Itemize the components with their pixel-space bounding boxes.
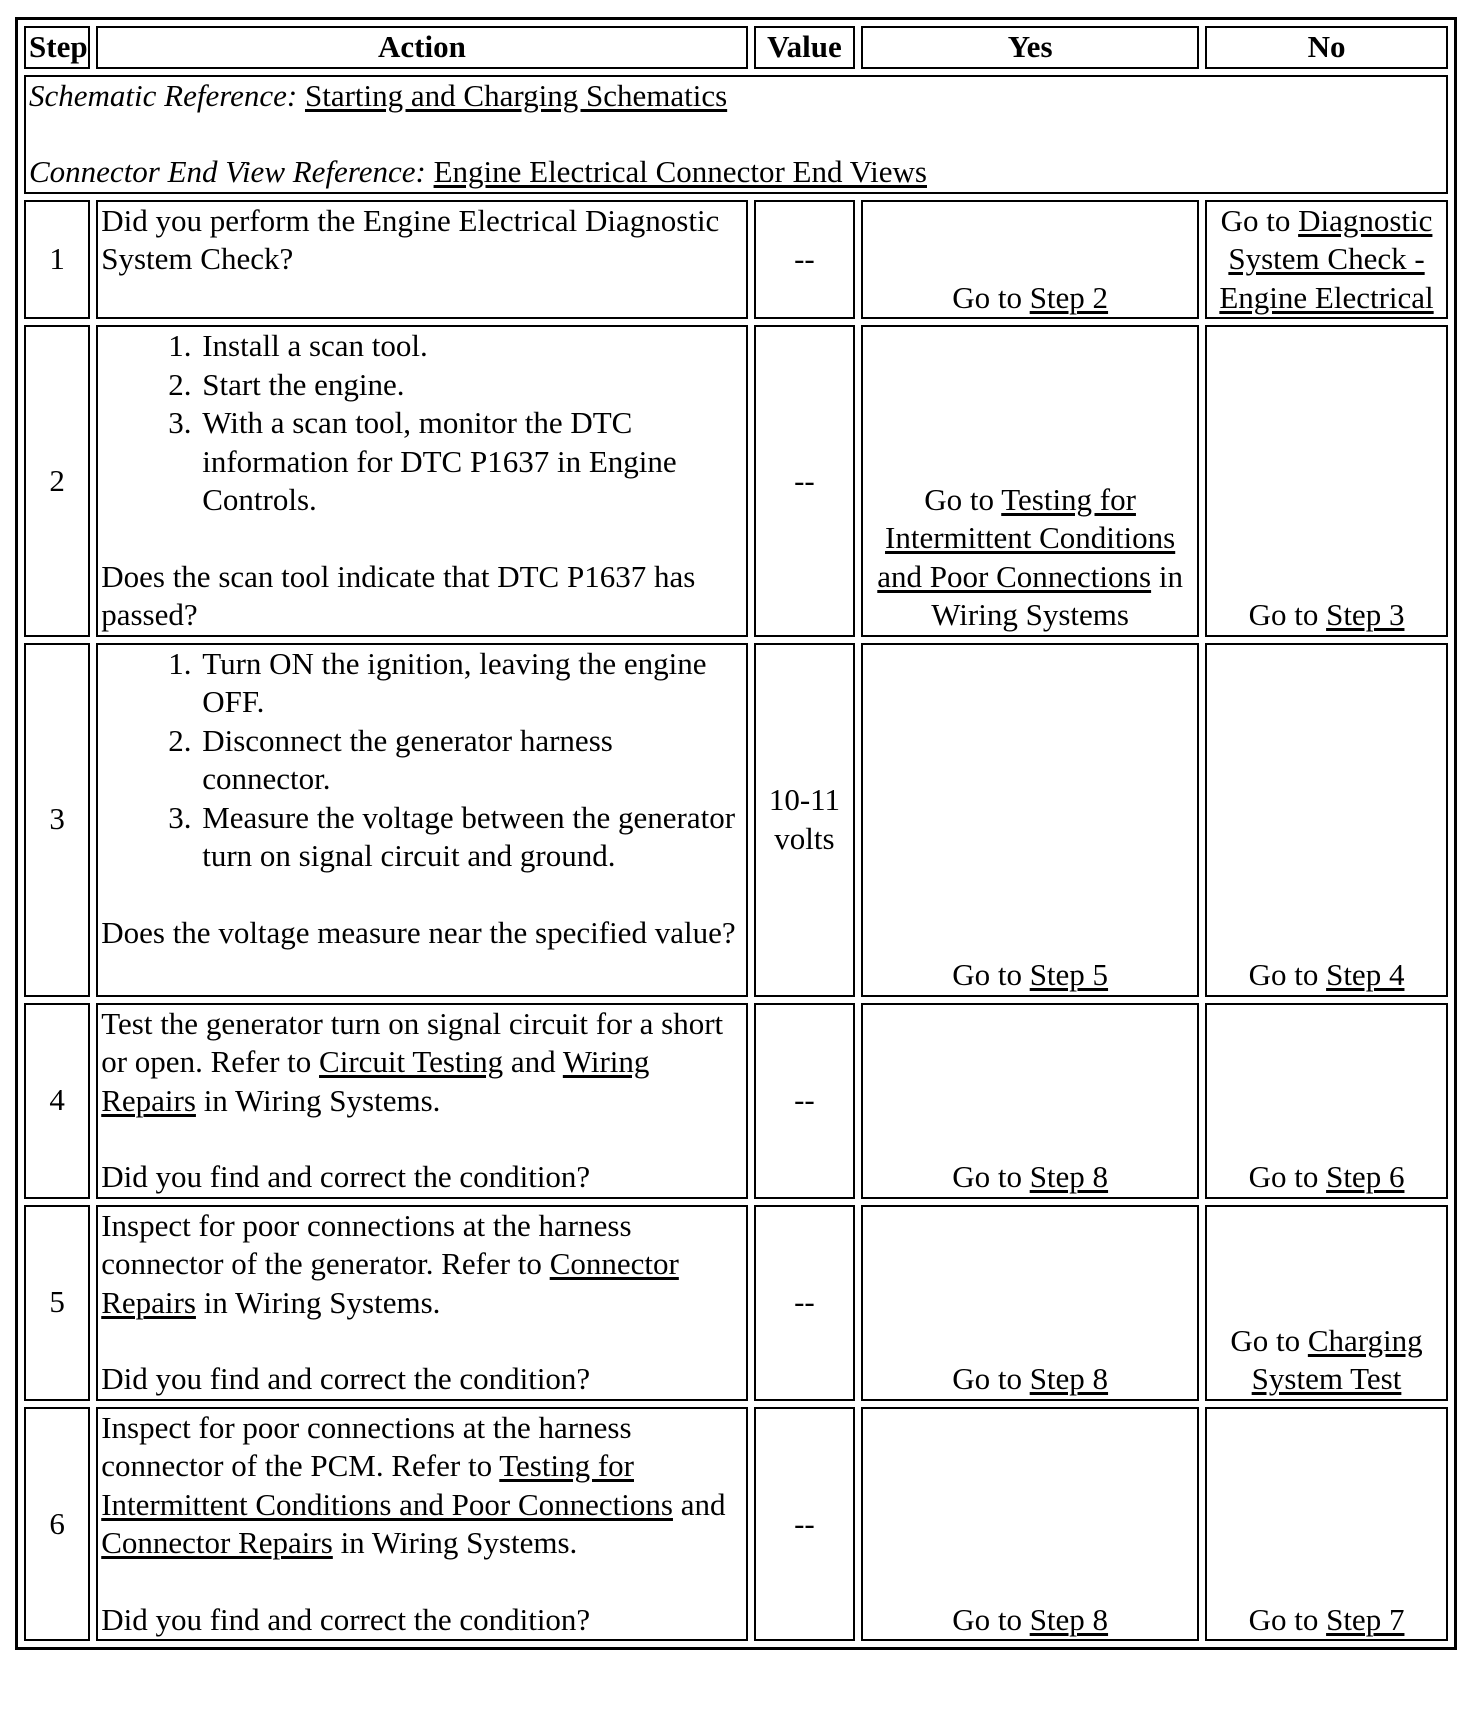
no-prefix: Go to: [1248, 1601, 1327, 1637]
value-cell: --: [754, 1205, 856, 1401]
connector-reference: [29, 153, 1443, 192]
yes-link[interactable]: Step 8: [1029, 1159, 1109, 1194]
yes-cell: [861, 200, 1199, 320]
yes-cell: [861, 643, 1199, 997]
action-link[interactable]: Connector Repairs: [101, 1246, 679, 1320]
action-question: Did you find and correct the condition?: [101, 1601, 591, 1637]
action-link[interactable]: Circuit Testing: [319, 1044, 504, 1079]
no-cell: [1205, 200, 1448, 320]
action-text-part: Inspect for poor connections at the harness connector of the generator. Refer to: [101, 1207, 632, 1281]
action-text: [101, 1005, 742, 1121]
table-row: [24, 1003, 1448, 1199]
step-number: 3: [24, 643, 90, 997]
action-cell: [96, 325, 747, 637]
table-row: [24, 325, 1448, 637]
yes-link[interactable]: Step 2: [1029, 279, 1109, 315]
no-link[interactable]: Step 6: [1326, 1159, 1405, 1194]
header-row: [24, 26, 1448, 69]
action-text-part: Inspect for poor connections at the harness connector of the PCM. Refer to: [101, 1409, 632, 1483]
reference-cell: [24, 75, 1448, 194]
no-link[interactable]: Diagnostic System Check - Engine Electrical: [1219, 202, 1434, 315]
action-text-part: and: [672, 1486, 726, 1522]
schematic-reference-link[interactable]: Starting and Charging Schematics: [304, 77, 728, 113]
step-number: 6: [24, 1407, 90, 1642]
action-text: [101, 1409, 742, 1563]
connector-reference-link[interactable]: Engine Electrical Connector End Views: [433, 154, 927, 189]
yes-prefix: Go to: [952, 1159, 1030, 1194]
table-row: [24, 1407, 1448, 1642]
yes-cell: [861, 325, 1199, 637]
action-cell: [96, 1205, 747, 1401]
no-link[interactable]: Step 7: [1326, 1601, 1405, 1637]
header-yes: Yes: [861, 26, 1199, 69]
yes-link[interactable]: Testing for Intermittent Conditions and Poor Connections: [877, 481, 1176, 594]
no-prefix: Go to: [1248, 597, 1327, 632]
step-number: 4: [24, 1003, 90, 1199]
no-cell: [1205, 643, 1448, 997]
action-text-part: in Wiring Systems.: [195, 1284, 441, 1320]
no-link[interactable]: Step 4: [1326, 957, 1405, 992]
list-item: 3. Measure the voltage between the generator turn on signal circuit and ground.: [199, 799, 742, 876]
diagnostic-table: [15, 17, 1457, 1650]
list-item: 2. Disconnect the generator harness connector.: [199, 722, 742, 799]
yes-prefix: Go to: [924, 481, 1002, 517]
yes-link[interactable]: Step 8: [1029, 1361, 1109, 1396]
header-step: Step: [24, 26, 90, 69]
action-link[interactable]: Testing for Intermittent Conditions and Poor Connections: [101, 1448, 673, 1522]
no-cell: [1205, 325, 1448, 637]
step-number: 5: [24, 1205, 90, 1401]
no-prefix: Go to: [1220, 202, 1299, 238]
list-item: 3. With a scan tool, monitor the DTC information for DTC P1637 in Engine Controls.: [199, 404, 742, 520]
yes-cell: [861, 1003, 1199, 1199]
no-cell: [1205, 1003, 1448, 1199]
reference-row: [24, 75, 1448, 194]
action-question: Does the scan tool indicate that DTC P1637 has passed?: [101, 558, 696, 632]
table-row: [24, 643, 1448, 997]
action-cell: [96, 1407, 747, 1642]
yes-suffix: in Wiring Systems: [931, 558, 1183, 632]
action-question: Did you find and correct the condition?: [101, 1361, 591, 1396]
value-cell: --: [754, 325, 856, 637]
header-value: Value: [754, 26, 856, 69]
no-cell: [1205, 1407, 1448, 1642]
action-question: Does the voltage measure near the specified value?: [101, 914, 736, 950]
value-cell: 10-11 volts: [754, 643, 856, 997]
header-action: Action: [96, 26, 747, 69]
action-cell: [96, 200, 747, 320]
action-steps-list: [101, 645, 742, 876]
yes-cell: [861, 1205, 1199, 1401]
yes-prefix: Go to: [952, 1361, 1030, 1396]
action-steps-list: [101, 327, 742, 520]
action-text: Did you perform the Engine Electrical Diagnostic System Check?: [101, 202, 720, 276]
action-question: Did you find and correct the condition?: [101, 1159, 591, 1194]
list-item: 1. Turn ON the ignition, leaving the engine OFF.: [199, 645, 742, 722]
list-item: 1. Install a scan tool.: [199, 327, 742, 366]
schematic-reference-label: Schematic Reference:: [29, 77, 298, 113]
action-link[interactable]: Connector Repairs: [101, 1525, 333, 1560]
action-text-part: and: [503, 1044, 563, 1079]
value-cell: --: [754, 1003, 856, 1199]
action-cell: [96, 1003, 747, 1199]
yes-cell: [861, 1407, 1199, 1642]
no-cell: [1205, 1205, 1448, 1401]
action-text-part: Test the generator turn on signal circuit for a short or open. Refer to: [101, 1005, 724, 1079]
value-cell: --: [754, 200, 856, 320]
yes-prefix: Go to: [952, 957, 1030, 992]
action-text: [101, 1207, 742, 1323]
header-no: No: [1205, 26, 1448, 69]
value-cell: --: [754, 1407, 856, 1642]
action-link[interactable]: Wiring Repairs: [101, 1044, 650, 1118]
yes-prefix: Go to: [952, 279, 1030, 315]
no-prefix: Go to: [1248, 957, 1327, 992]
yes-link[interactable]: Step 5: [1029, 957, 1109, 992]
action-text-part: in Wiring Systems.: [195, 1082, 441, 1118]
action-cell: [96, 643, 747, 997]
table-row: [24, 1205, 1448, 1401]
no-link[interactable]: Charging System Test: [1251, 1322, 1423, 1396]
table-row: [24, 200, 1448, 320]
action-text-part: in Wiring Systems.: [332, 1525, 578, 1560]
yes-prefix: Go to: [952, 1601, 1030, 1637]
step-number: 1: [24, 200, 90, 320]
no-prefix: Go to: [1248, 1159, 1327, 1194]
no-prefix: Go to: [1230, 1322, 1308, 1358]
no-link[interactable]: Step 3: [1326, 597, 1405, 632]
yes-link[interactable]: Step 8: [1029, 1601, 1109, 1637]
list-item: 2. Start the engine.: [199, 366, 742, 405]
schematic-reference: [29, 77, 1443, 116]
connector-reference-label: Connector End View Reference:: [29, 154, 426, 189]
step-number: 2: [24, 325, 90, 637]
